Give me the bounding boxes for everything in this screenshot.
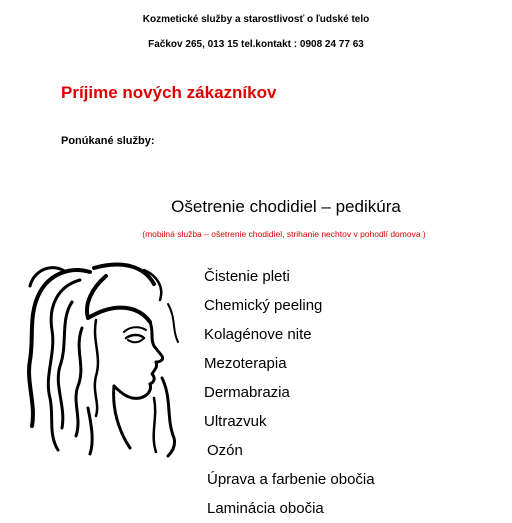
- service-item: Ultrazvuk: [204, 413, 267, 430]
- services-list: [204, 262, 375, 523]
- offered-services-label: Ponúkané služby:: [61, 135, 155, 147]
- service-item: Úprava a farbenie obočia: [207, 471, 375, 488]
- service-item: Čistenie pleti: [204, 268, 290, 285]
- featured-service-note: (mobilná služba – ošetrenie chodidiel, strihanie nechtov v pohodlí domova ): [142, 229, 426, 239]
- woman-face-illustration: [22, 258, 182, 458]
- featured-service-title: Ošetrenie chodidiel – pedikúra: [171, 197, 401, 216]
- business-contact: Fačkov 265, 013 15 tel.kontakt : 0908 24 77 63: [148, 39, 364, 50]
- service-item: Ozón: [207, 442, 243, 459]
- service-item: Mezoterapia: [204, 355, 287, 372]
- service-item: Chemický peeling: [204, 297, 323, 314]
- service-item: Kolagénove nite: [204, 326, 312, 343]
- business-title: Kozmetické služby a starostlivosť o ľudské telo: [142, 14, 370, 25]
- headline: Príjime nových zákazníkov: [61, 83, 277, 102]
- service-item: Laminácia obočia: [207, 500, 324, 517]
- service-item: Dermabrazia: [204, 384, 290, 401]
